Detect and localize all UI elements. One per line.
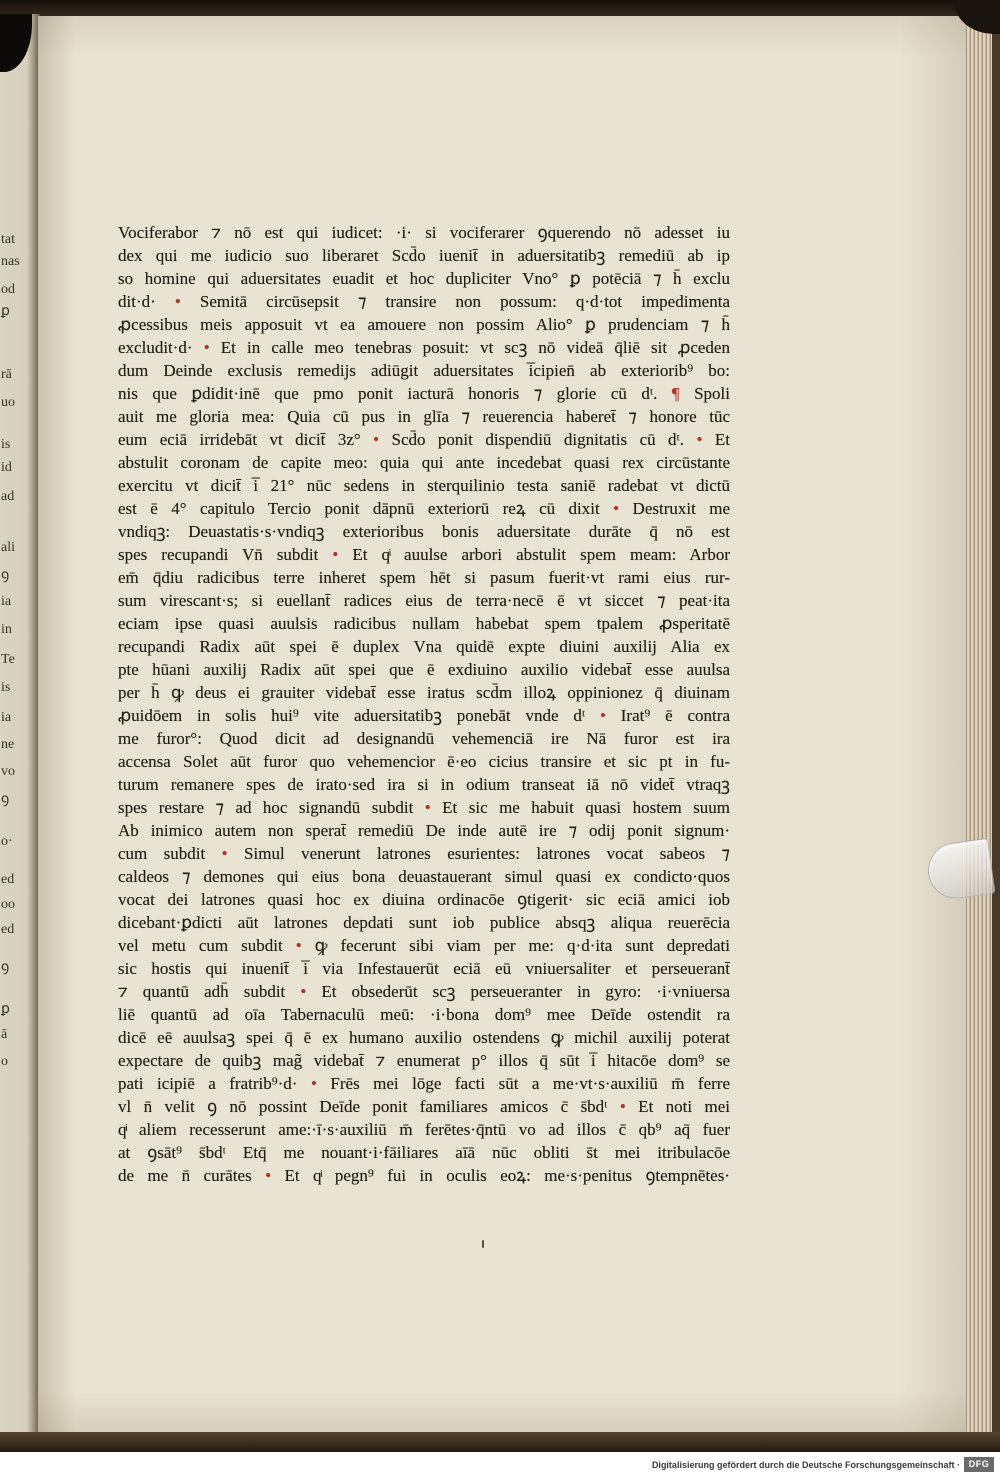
text-line: spes recupandi Vn̄ subdit • Et qͥ auulse arbori abstulit spem meam: Arbor xyxy=(118,545,730,564)
book-cover-edge xyxy=(992,0,1000,1452)
facing-page-fragment: ꝑ xyxy=(1,1002,10,1017)
text-line: spes restare ⁊ ad hoc signandū subdit • Et sic me habuit quasi hostem suum xyxy=(118,798,730,817)
text-line: eciam ipse quasi auulsis radicibus nullam habebat spem tpalem ꝓsperitatē xyxy=(118,614,730,633)
text-line: at ꝯsāt⁹ s̄bdᵗ Etq̄ me nouant·i·fāiliares aīā nūc obliti s̄t mei itribulacōe xyxy=(118,1143,730,1162)
facing-page-fragment: is xyxy=(1,437,11,452)
text-line: vl n̄ velit ꝯ nō possint Deīde ponit familiares amicos c̄ s̄bdᵗ • Et noti mei xyxy=(118,1097,731,1116)
text-line: Ab inimico autem non sperat̄ remediū De inde autē ire ⁊ odij ponit signum· xyxy=(118,821,730,840)
text-line: caldeos ⁊ demones qui eius bona deuastauerant simul quasi ex condicto·quos xyxy=(118,867,730,886)
text-line: vocat dei latrones quasi hoc ex diuina ordinacōe ꝯtigerit· sic eciā amici iob xyxy=(118,890,730,909)
text-column xyxy=(118,221,730,1187)
text-line: dicē eē auulsaꝫ spei q̄ ē ex humano auxilio ostendens ꝙ michil auxilij poterat xyxy=(118,1028,730,1047)
text-line: dum Deinde exclusis remedijs adiūgit aduersitates i̅cipien̄ ab exteriorib⁹ bo: xyxy=(118,361,730,380)
text-line: pte hūani auxilij Radix aūt spei que ē exdiuino auxilio videbat̄ esse auulsa xyxy=(118,660,730,679)
facing-page-fragment: oo xyxy=(1,897,15,912)
text-line: accensa Solet aūt furor quo vehemencior ē·eo cicius transire et sic pt in fu- xyxy=(118,752,730,771)
facing-page-fragment: ad xyxy=(1,489,15,504)
facing-page-fragment: ꝯ xyxy=(1,792,10,807)
text-line: turum remanere spes de irato·sed ira si in odium transeat iā nō videt̄ vtraqꝫ xyxy=(118,775,730,794)
facing-page-fragment: ꝯ xyxy=(1,568,10,583)
text-line: de me n̄ curātes • Et qͥ pegn⁹ fui in oculis eoꝝ: me·s·penitus ꝯtempnētes· xyxy=(118,1166,731,1185)
text-line: exercitu vt dicit̄ i̅ 21° nūc sedens in sterquilinio testa saniē radebat vt dictū xyxy=(118,476,730,495)
text-line: sum virescant·s; si euellant̄ radices eius de terra·necē ē vt siccet ⁊ peat·ita xyxy=(118,591,730,610)
text-line: nis que ꝑdidit·inē que pmo ponit iacturā honoris ⁊ glorie cū dᵗ. ¶ Spoli xyxy=(118,384,730,403)
text-line: liē quantū ad oīa Tabernaculū meū: ·i·bona dom⁹ mee Deīde ostendit ra xyxy=(118,1005,730,1024)
text-line: Vociferabor ⁊ nō est qui iudicet: ·i· si vociferarer ꝯquerendo nō adesset iu xyxy=(118,223,730,242)
text-line: auit me gloria mea: Quia cū pus in glīa ⁊ reuerencia haberet̄ ⁊ honore tūc xyxy=(118,407,730,426)
text-line: sic hostis qui inuenit̄ i̅ via Infestauerūt eciā eū vniuersaliter et perseuerant̄ xyxy=(118,959,730,978)
text-line: ꝓcessibus meis apposuit vt ea amouere non possim Alio° ꝑ prudenciam ⁊ h̄ xyxy=(118,315,730,334)
text-line: pati icipiē a fratrib⁹·d· • Frēs mei lōge facti sūt a me·vt·s·auxiliū m̄ ferre xyxy=(118,1074,730,1093)
facing-page-fragment: vo xyxy=(1,764,15,779)
facing-page-fragment: ꝯ xyxy=(1,960,10,975)
facing-page-fragment: nas xyxy=(1,254,20,269)
text-line: eum eciā irridebāt vt dicit̄ 3z° • Scd̄o ponit dispendiū dignitatis cū dᵗ. • Et xyxy=(118,430,730,449)
facing-page-fragment: ed xyxy=(1,922,15,937)
book-bottom-edge xyxy=(0,1432,1000,1452)
facing-page-fragment: od xyxy=(1,282,15,297)
text-line: ⁊ quantū adh̄ subdit • Et obsederūt scꝫ perseueranter in gyro: ·i·vniuersa xyxy=(118,982,730,1001)
facing-page-fragment: ali xyxy=(1,540,15,555)
text-line: ꝓuidōem in solis hui⁹ vite aduersitatibꝫ ponebāt vnde dᵗ • Irat⁹ ē contra xyxy=(118,706,730,725)
facing-page-fragment: ed xyxy=(1,872,15,887)
facing-page-fragment: ne xyxy=(1,737,15,752)
text-line: dit·d· • Semitā circūsepsit ⁊ transire non possum: q·d·tot impedimenta xyxy=(118,292,730,311)
text-line: cum subdit • Simul venerunt latrones esurientes: latrones vocat sabeos ⁊ xyxy=(118,844,730,863)
ink-speck xyxy=(482,1240,484,1248)
facing-page-fragment: tat xyxy=(1,232,15,247)
facing-page-fragment: ia xyxy=(1,710,12,725)
facing-page-fragment: ꝑ xyxy=(1,304,10,319)
text-line: vel metu cum subdit • ꝙ fecerunt sibi viam per me: q·d·ita sunt depredati xyxy=(118,936,730,955)
facing-page-fragment: Te xyxy=(1,652,15,667)
facing-page-fragment: o· xyxy=(1,834,13,849)
text-line: recupandi Radix aūt spei ē duplex Vna quidē expte diuini auxilij Alia ex xyxy=(118,637,730,656)
text-line: me furor°: Quod dicit ad designandū vehemenciā ire Nā furor est ira xyxy=(118,729,730,748)
facing-page-fragment: id xyxy=(1,460,12,475)
text-line: dicebant·ꝑdicti aūt latrones depdati sunt iob publice absqꝫ aliqua reuerēcia xyxy=(118,913,730,932)
text-line: excludit·d· • Et in calle meo tenebras posuit: vt scꝫ nō videā q̄liē sit ꝓceden xyxy=(118,338,730,357)
dfg-logo: DFG xyxy=(964,1457,994,1472)
facing-page-edge xyxy=(0,14,40,1432)
text-line: expectare de quibꝫ mag̃ videbat̄ ⁊ enumerat p° illos q̄ sūt i̅ hitacōe dom⁹ se xyxy=(118,1051,730,1070)
text-line: vndiqꝫ: Deuastatis·s·vndiqꝫ exterioribus bonis aduersitate durāte q̄ nō est xyxy=(118,522,730,541)
footer-bar xyxy=(0,1452,1000,1478)
text-line: qͥ aliem recesserunt ame:·ī·s·auxiliū m̄ ferētes·q̄ntū vo ad illos c̄ qb⁹ aq̄ fuer xyxy=(118,1120,730,1139)
facing-page-fragment: o xyxy=(1,1054,8,1069)
funding-credit: Digitalisierung gefördert durch die Deutsche Forschungsgemeinschaft · xyxy=(651,1460,960,1470)
facing-page-fragment: is xyxy=(1,680,11,695)
facing-page-fragment: in xyxy=(1,622,12,637)
text-line: abstulit coronam de capite meo: quia qui ante incedebat quasi rex circūstante xyxy=(118,453,730,472)
stacked-page-edges xyxy=(966,12,992,1434)
text-line: dex qui me iudicio suo liberaret Scd̄o iuenit̄ in aduersitatibꝫ remediū ab ip xyxy=(118,246,730,265)
text-line: est ē 4° capitulo Tercio ponit dāpnū exteriorū reꝝ cū dixit • Destruxit me xyxy=(118,499,730,518)
binding-shadow xyxy=(0,14,32,72)
facing-page-fragment: uo xyxy=(1,395,15,410)
text-line: so homine qui aduersitates euadit et hoc dupliciter Vno° ꝑ potēciā ⁊ h̄ exclu xyxy=(118,269,730,288)
facing-page-fragment: ā xyxy=(1,1027,8,1042)
text-line: em̄ q̄diu radicibus terre inheret spem hēt si pasum fuerit·vt rami eius rur- xyxy=(118,568,730,587)
text-line: per h̄ ꝙ deus ei grauiter videbat̄ esse iratus scd̄m illoꝝ oppinionez q̄ diuinam xyxy=(118,683,730,702)
facing-page-fragment: rā xyxy=(1,367,12,382)
facing-page-fragment: ia xyxy=(1,594,12,609)
